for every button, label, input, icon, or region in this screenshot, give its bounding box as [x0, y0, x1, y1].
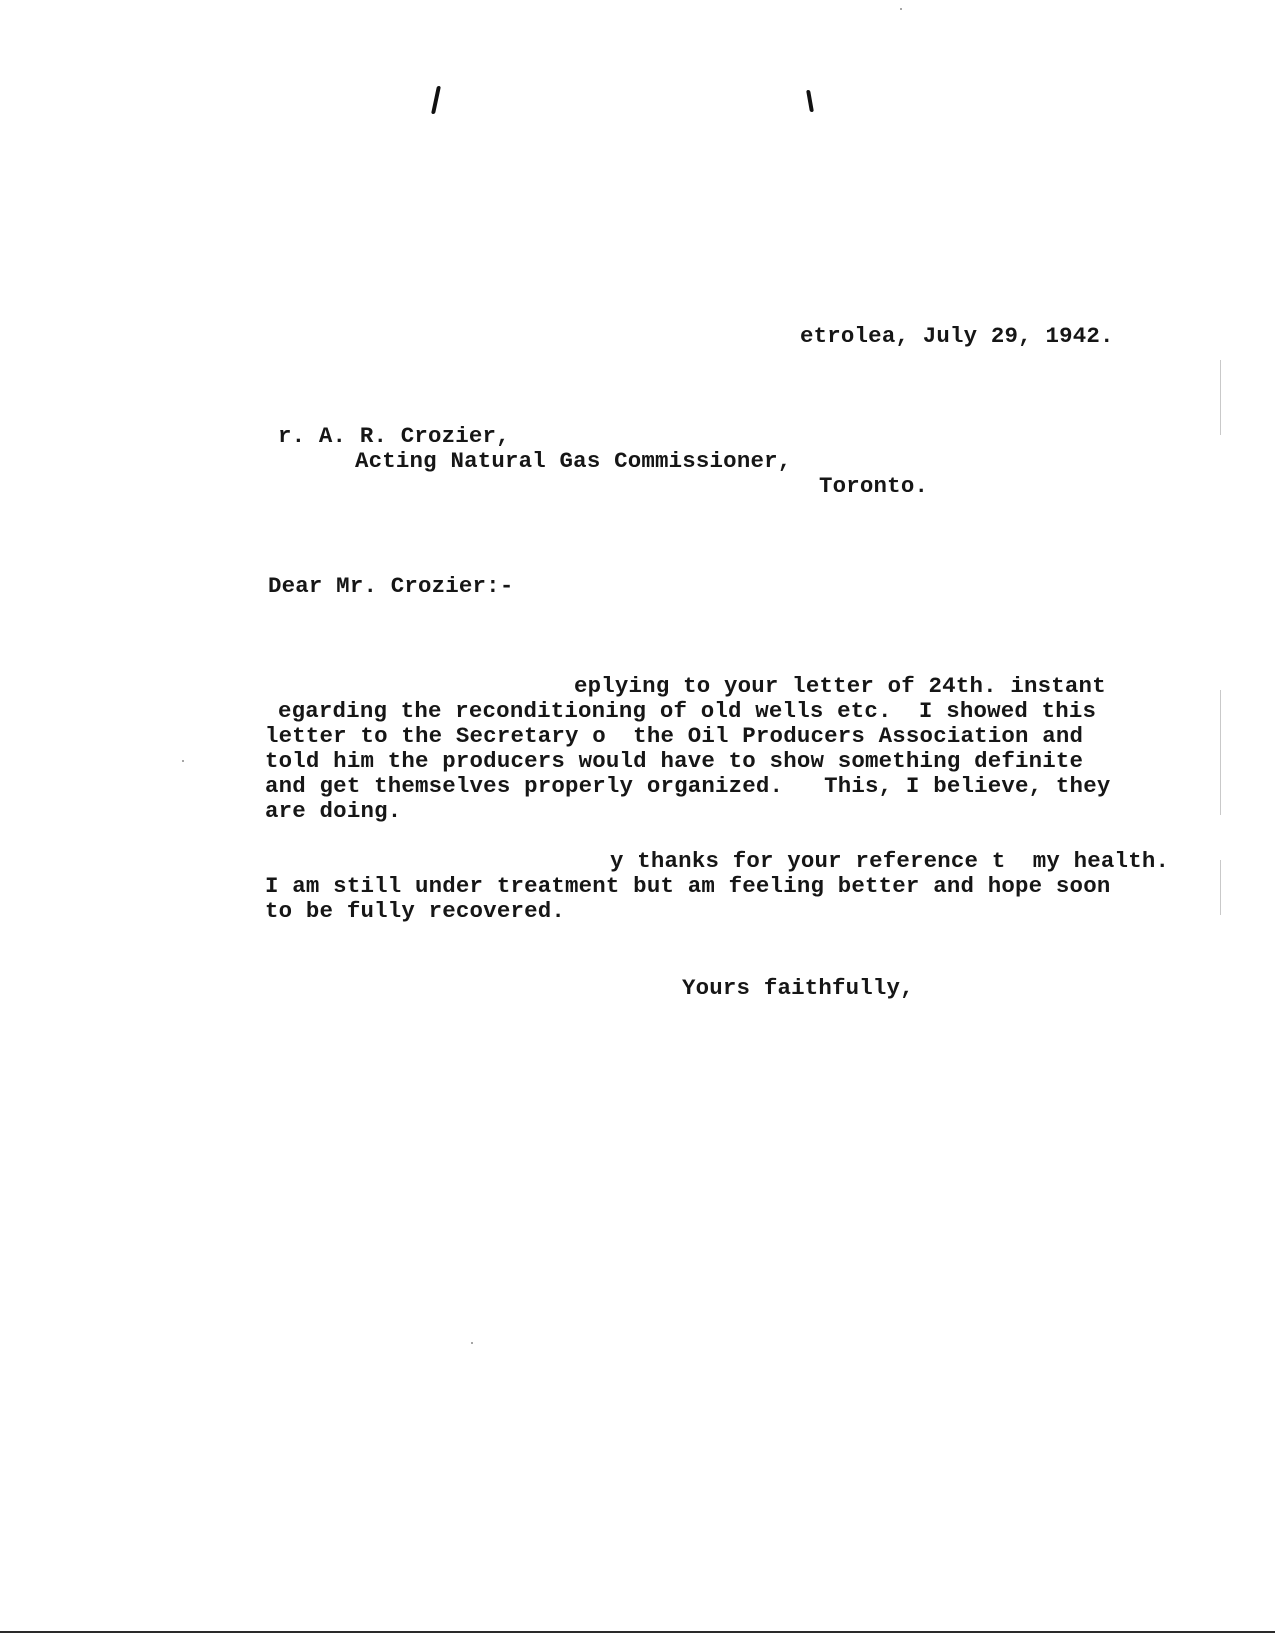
body-paragraph-1-line-6: are doing. — [265, 798, 402, 824]
recipient-title: Acting Natural Gas Commissioner, — [355, 448, 792, 474]
margin-mark-middle — [1220, 690, 1221, 815]
body-paragraph-1-line-4: told him the producers would have to show something definite — [265, 748, 1084, 774]
speck-top — [900, 8, 902, 10]
ink-mark-right — [806, 90, 814, 112]
body-paragraph-2-line-3: to be fully recovered. — [265, 898, 566, 924]
recipient-name: r. A. R. Crozier, — [278, 423, 510, 449]
body-paragraph-1-line-2: egarding the reconditioning of old wells etc. I showed this — [278, 698, 1097, 724]
body-paragraph-1-line-5: and get themselves properly organized. This, I believe, they — [265, 773, 1111, 799]
body-paragraph-2-line-2: I am still under treatment but am feeling better and hope soon — [265, 873, 1111, 899]
body-paragraph-1-line-3: letter to the Secretary o the Oil Producers Association and — [265, 723, 1084, 749]
speck-lower — [471, 1342, 473, 1344]
place-date-line: etrolea, July 29, 1942. — [800, 323, 1114, 349]
recipient-city: Toronto. — [819, 473, 929, 499]
salutation: Dear Mr. Crozier:- — [268, 573, 514, 599]
ink-mark-left — [431, 86, 441, 114]
complimentary-close: Yours faithfully, — [682, 975, 914, 1001]
margin-mark-lower — [1220, 860, 1221, 915]
page-bottom-edge — [0, 1631, 1275, 1633]
speck-left — [182, 760, 184, 762]
body-paragraph-2-line-1: y thanks for your reference t my health. — [610, 848, 1170, 874]
body-paragraph-1-line-1: eplying to your letter of 24th. instant — [574, 673, 1106, 699]
margin-mark-upper — [1220, 360, 1221, 435]
